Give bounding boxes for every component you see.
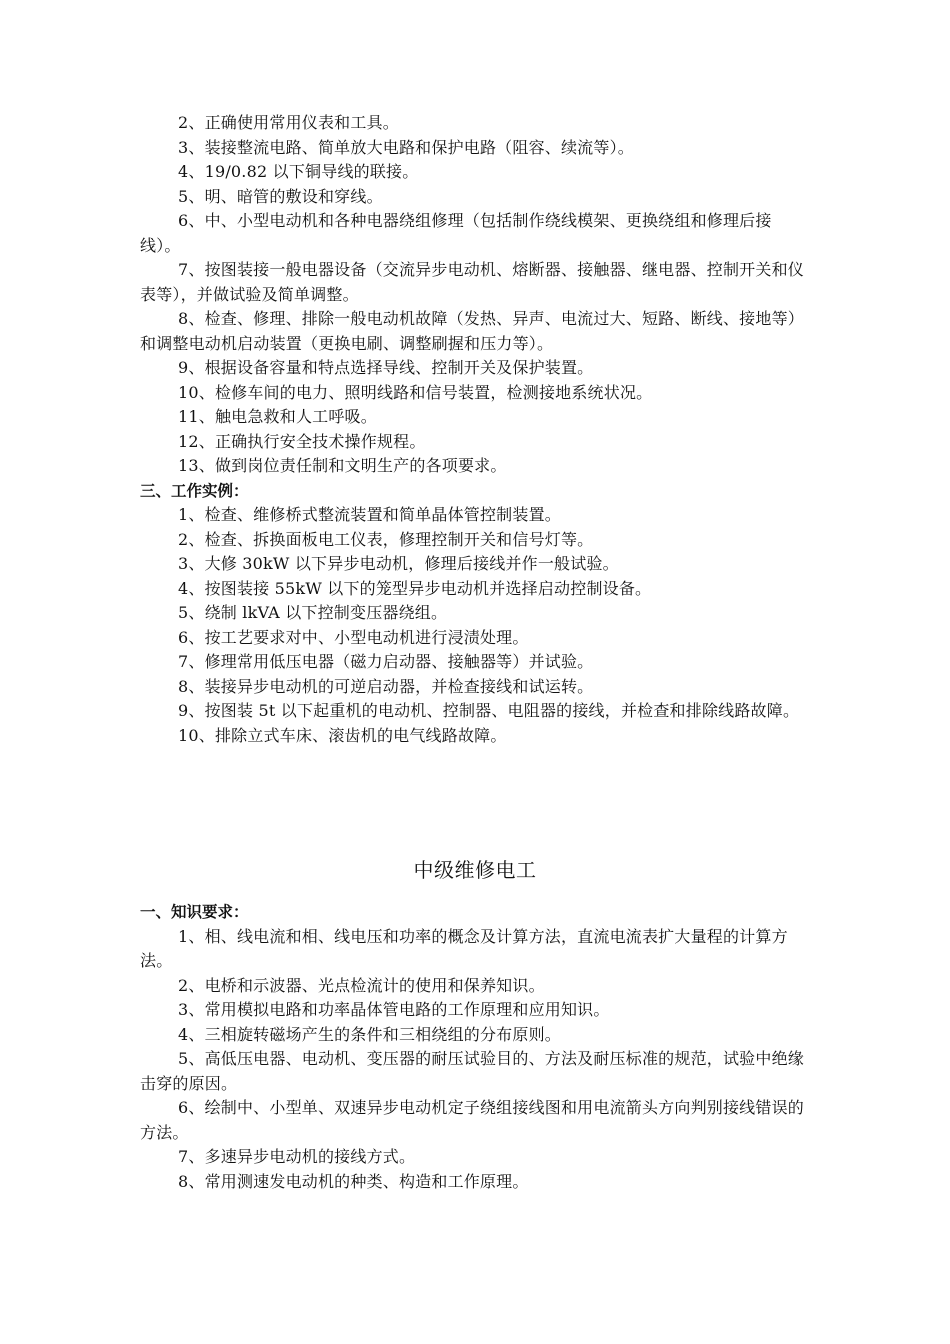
example-item: 6、按工艺要求对中、小型电动机进行浸渍处理。: [178, 627, 529, 647]
skill-item: 4、19/0.82 以下铜导线的联接。: [178, 162, 419, 181]
skill-item: 12、正确执行安全技术操作规程。: [178, 431, 426, 451]
knowledge-item: 7、多速异步电动机的接线方式。: [178, 1147, 416, 1166]
example-item: 9、按图装 5t 以下起重机的电动机、控制器、电阻器的接线，并检查和排除线路故障。: [178, 701, 800, 720]
example-item: 7、修理常用低压电器（磁力启动器、接触器等）并试验。: [178, 652, 594, 671]
skill-item: 6、中、小型电动机和各种电器绕组修理（包括制作绕线模架、更换绕组和修理后接线）。: [140, 211, 772, 255]
skills-section: [140, 111, 812, 748]
knowledge-item: 6、绘制中、小型单、双速异步电动机定子绕组接线图和用电流箭头方向判别接线错误的方法。: [140, 1098, 804, 1142]
skill-item: 10、检修车间的电力、照明线路和信号装置，检测接地系统状况。: [178, 382, 653, 402]
example-item: 4、按图装接 55kW 以下的笼型异步电动机并选择启动控制设备。: [178, 578, 652, 598]
skill-item: 3、装接整流电路、简单放大电路和保护电路（阻容、续流等）。: [178, 137, 634, 157]
example-item: 10、排除立式车床、滚齿机的电气线路故障。: [178, 725, 507, 745]
skill-item: 13、做到岗位责任制和文明生产的各项要求。: [178, 456, 507, 475]
knowledge-item: 8、常用测速发电动机的种类、构造和工作原理。: [178, 1171, 529, 1191]
example-item: 3、大修 30kW 以下异步电动机，修理后接线并作一般试验。: [178, 554, 619, 573]
knowledge-section: [140, 900, 812, 1194]
example-item: 1、检查、维修桥式整流装置和简单晶体管控制装置。: [178, 505, 561, 524]
skill-item: 11、触电急救和人工呼吸。: [178, 407, 377, 426]
skill-item: 2、正确使用常用仪表和工具。: [178, 113, 399, 132]
example-item: 2、检查、拆换面板电工仪表，修理控制开关和信号灯等。: [178, 529, 594, 549]
section-heading-work-examples: 三、工作实例：: [140, 481, 249, 500]
knowledge-item: 5、高低压电器、电动机、变压器的耐压试验目的、方法及耐压标准的规范，试验中绝缘击穿的原因。: [140, 1049, 804, 1093]
skill-item: 5、明、暗管的敷设和穿线。: [178, 186, 383, 206]
skill-item: 9、根据设备容量和特点选择导线、控制开关及保护装置。: [178, 358, 594, 377]
skill-item: 7、按图装接一般电器设备（交流异步电动机、熔断器、接触器、继电器、控制开关和仪表等），并做试验及简单调整。: [140, 260, 804, 304]
knowledge-item: 2、电桥和示波器、光点检流计的使用和保养知识。: [178, 975, 545, 995]
example-item: 5、绕制 lkVA 以下控制变压器绕组。: [178, 603, 448, 622]
section-heading-knowledge: 一、知识要求：: [140, 903, 249, 921]
example-item: 8、装接异步电动机的可逆启动器，并检查接线和试运转。: [178, 676, 594, 696]
knowledge-item: 4、三相旋转磁场产生的条件和三相绕组的分布原则。: [178, 1024, 561, 1044]
skill-item: 8、检查、修理、排除一般电动机故障（发热、异声、电流过大、短路、断线、接地等）和调整电动机启动装置（更换电刷、调整刷握和压力等）。: [140, 309, 804, 353]
page-title: 中级维修电工: [413, 858, 537, 882]
knowledge-item: 1、相、线电流和相、线电压和功率的概念及计算方法，直流电流表扩大量程的计算方法。: [140, 926, 788, 970]
knowledge-item: 3、常用模拟电路和功率晶体管电路的工作原理和应用知识。: [178, 1000, 610, 1019]
